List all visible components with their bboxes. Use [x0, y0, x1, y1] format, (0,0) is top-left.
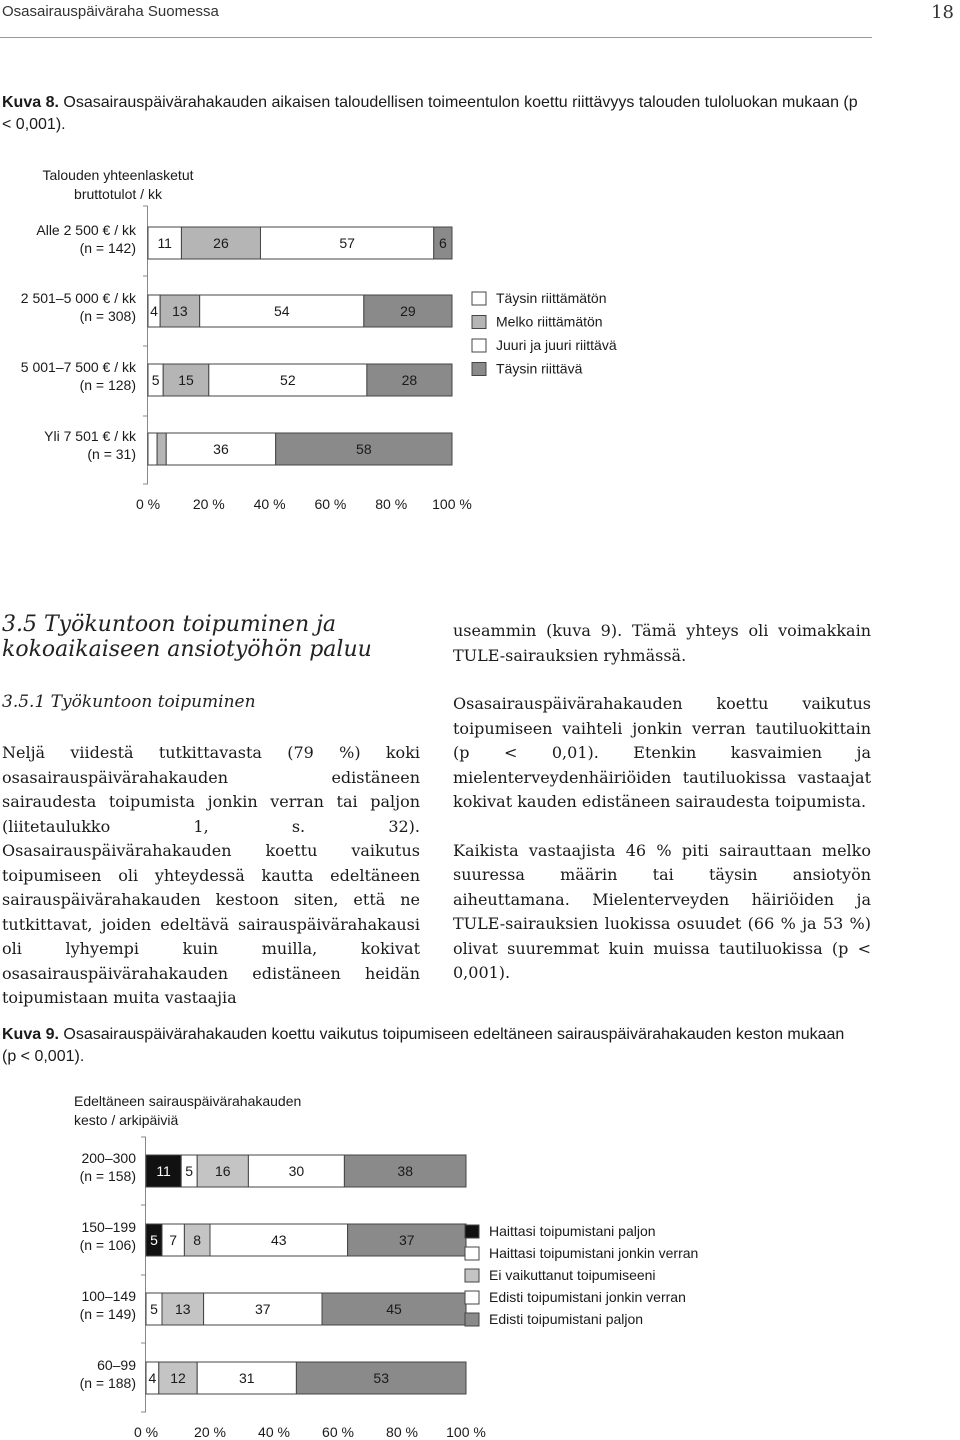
category-label: 60–99 — [97, 1357, 136, 1373]
x-tick-label: 60 % — [322, 1424, 354, 1440]
legend-swatch — [465, 1269, 479, 1282]
category-label: (n = 31) — [87, 446, 136, 462]
data-label: 37 — [255, 1301, 271, 1317]
right-paragraph-2: Osasairauspäivärahakauden koettu vaikutus toipumiseen vaihteli jonkin verran tautiluokittain (p < 0,01). Etenkin kasvaimien ja mielenterveydenhäiriöiden tautiluokissa vastaajat kokivat kauden edistäneen sairaudesta toipumista. — [453, 694, 871, 811]
x-tick-label: 40 % — [258, 1424, 290, 1440]
category-label: Yli 7 501 € / kk — [44, 428, 136, 444]
legend-label: Haittasi toipumistani jonkin verran — [489, 1245, 699, 1261]
x-tick-label: 20 % — [194, 1424, 226, 1440]
data-label: 58 — [356, 441, 372, 457]
figure8-chart — [0, 160, 960, 520]
figure8-svg — [0, 160, 960, 520]
data-label: 13 — [172, 303, 188, 319]
legend-label: Ei vaikuttanut toipumiseeni — [489, 1267, 656, 1283]
page-number: 18 — [931, 2, 954, 23]
chart-title-line: Edeltäneen sairauspäivärahakauden — [74, 1093, 302, 1109]
data-label: 31 — [239, 1370, 255, 1386]
running-title: Osasairauspäiväraha Suomessa — [2, 3, 219, 20]
category-label: (n = 188) — [79, 1375, 136, 1391]
legend-label: Edisti toipumistani jonkin verran — [489, 1289, 686, 1305]
legend-label: Haittasi toipumistani paljon — [489, 1223, 656, 1239]
header-rule — [0, 37, 872, 38]
category-label: (n = 149) — [79, 1306, 136, 1322]
x-tick-label: 0 % — [133, 1424, 159, 1440]
legend-swatch — [472, 292, 486, 305]
data-label: 4 — [150, 303, 158, 319]
x-tick-label: 40 % — [253, 496, 286, 512]
data-label: 5 — [150, 1301, 158, 1317]
left-column — [2, 741, 420, 1011]
data-label: 57 — [339, 235, 355, 251]
section-subheading: 3.5.1 Työkuntoon toipuminen — [2, 692, 256, 712]
data-label: 43 — [271, 1232, 287, 1248]
legend-label: Juuri ja juuri riittävä — [496, 337, 617, 353]
chart-title-line: Talouden yhteenlasketut — [42, 167, 194, 183]
data-label: 8 — [193, 1232, 202, 1248]
legend-swatch — [472, 339, 486, 352]
data-label: 11 — [156, 1163, 171, 1179]
data-label: 38 — [397, 1163, 413, 1179]
category-label: (n = 142) — [79, 240, 136, 256]
figure8-caption — [2, 92, 862, 136]
data-label: 26 — [213, 235, 229, 251]
legend-label: Edisti toipumistani paljon — [489, 1311, 644, 1327]
category-label: 150–199 — [81, 1219, 136, 1235]
figure9-caption-text: Osasairauspäivärahakauden koettu vaikutus toipumiseen edeltäneen sairauspäivärahakauden keston mukaan (p < 0,001). — [2, 1026, 845, 1065]
data-label: 5 — [151, 372, 160, 388]
x-tick-label: 20 % — [192, 496, 225, 512]
figure9-label: Kuva 9. — [2, 1026, 59, 1043]
chart-title-line: bruttotulot / kk — [74, 186, 162, 202]
data-label: 13 — [175, 1301, 191, 1317]
x-tick-label: 100 % — [446, 1424, 486, 1440]
figure9-caption — [2, 1024, 862, 1068]
category-label: 5 001–7 500 € / kk — [20, 359, 136, 375]
figure9-svg — [0, 1085, 960, 1440]
figure9-chart — [0, 1085, 960, 1440]
right-column — [453, 619, 871, 986]
data-label: 5 — [150, 1232, 158, 1248]
data-label: 5 — [185, 1163, 194, 1179]
legend-swatch — [465, 1313, 479, 1326]
data-label: 4 — [148, 1370, 157, 1386]
legend-swatch — [465, 1247, 479, 1260]
data-label: 7 — [169, 1232, 178, 1248]
data-label: 36 — [213, 441, 229, 457]
x-tick-label: 0 % — [135, 496, 161, 512]
category-label: (n = 106) — [79, 1237, 136, 1253]
bar-segment — [148, 433, 157, 465]
data-label: 11 — [157, 235, 172, 251]
right-paragraph-1: useammin (kuva 9). Tämä yhteys oli voimakkain TULE-sairauksien ryhmässä. — [453, 621, 871, 665]
legend-swatch — [465, 1291, 479, 1304]
data-label: 37 — [399, 1232, 415, 1248]
category-label: Alle 2 500 € / kk — [36, 222, 136, 238]
chart-title-line: kesto / arkipäiviä — [74, 1112, 179, 1128]
data-label: 15 — [178, 372, 194, 388]
data-label: 45 — [386, 1301, 402, 1317]
legend-label: Täysin riittämätön — [496, 290, 607, 306]
figure8-caption-text: Osasairauspäivärahakauden aikaisen taloudellisen toimeentulon koettu riittävyys talouden tuloluokan mukaan (p < 0,001). — [2, 94, 858, 133]
legend-swatch — [472, 316, 486, 329]
legend-label: Täysin riittävä — [496, 360, 583, 377]
data-label: 16 — [215, 1163, 231, 1179]
category-label: (n = 158) — [79, 1168, 136, 1184]
data-label: 53 — [373, 1370, 389, 1386]
right-paragraph-3: Kaikista vastaajista 46 % piti sairauttaan melko suuressa määrin tai täysin ansiotyön aiheuttamana. Mielenterveyden häiriöiden ja TULE-sairauksien luokissa osuudet (66 % ja 53 %) olivat suuremmat kuin muissa tautiluokissa (p < 0,001). — [453, 840, 871, 982]
legend-swatch — [472, 363, 486, 376]
figure8-label: Kuva 8. — [2, 94, 59, 111]
legend-swatch — [465, 1225, 479, 1238]
data-label: 6 — [438, 235, 447, 251]
data-label: 29 — [400, 303, 416, 319]
category-label: 100–149 — [81, 1288, 136, 1304]
x-tick-label: 60 % — [314, 496, 347, 512]
category-label: 200–300 — [81, 1150, 136, 1166]
data-label: 52 — [280, 372, 296, 388]
x-tick-label: 80 % — [375, 496, 408, 512]
bar-segment — [157, 433, 166, 465]
category-label: 2 501–5 000 € / kk — [20, 290, 136, 306]
category-label: (n = 128) — [79, 377, 136, 393]
section-heading: 3.5 Työkuntoon toipuminen ja kokoaikaiseen ansiotyöhön paluu — [2, 612, 372, 662]
data-label: 28 — [401, 372, 418, 388]
x-tick-label: 80 % — [386, 1424, 418, 1440]
running-header — [0, 0, 960, 36]
data-label: 30 — [288, 1163, 305, 1179]
data-label: 54 — [273, 303, 290, 319]
x-tick-label: 100 % — [432, 496, 472, 512]
legend-label: Melko riittämätön — [496, 313, 603, 330]
category-label: (n = 308) — [79, 308, 136, 324]
data-label: 12 — [170, 1370, 186, 1386]
left-paragraph: Neljä viidestä tutkittavasta (79 %) koki osasairauspäivärahakauden edistäneen sairaudesta toipumista jonkin verran tai paljon (liitetaulukko 1, s. 32). Osasairauspäivärahakauden koettu vaikutus toipumiseen oli yhteydessä kautta edeltäneen sairauspäivärahakauden kestoon siten, että ne tutkittavat, joiden edeltävä sairauspäivärahakausi oli lyhyempi kuin muilla, kokivat osasairauspäivärahakauden edistäneen heidän toipumistaan muita vastaajia — [2, 743, 420, 1007]
